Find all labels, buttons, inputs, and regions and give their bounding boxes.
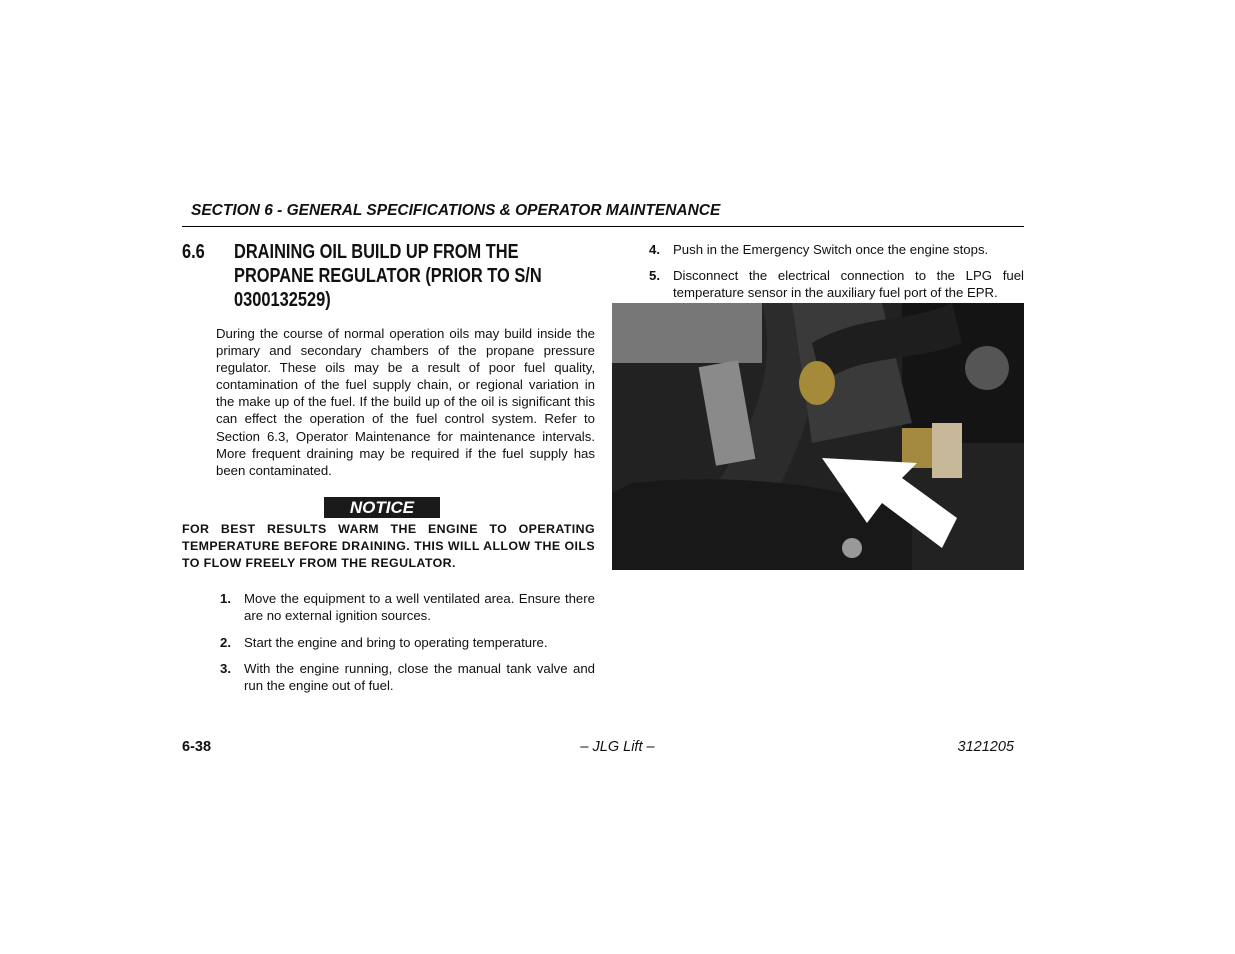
- section-header: SECTION 6 - GENERAL SPECIFICATIONS & OPERATOR MAINTENANCE: [191, 202, 721, 219]
- step-number: 4.: [649, 242, 660, 257]
- document-number: 3121205: [957, 739, 1014, 755]
- heading-number: 6.6: [182, 241, 205, 263]
- heading-line: 0300132529): [234, 289, 331, 311]
- step-text: Disconnect the electrical connection to the LPG fuel temperature sensor in the auxiliary fuel port of the EPR.: [673, 268, 1024, 301]
- step-text: Start the engine and bring to operating temperature.: [244, 635, 548, 650]
- intro-paragraph: During the course of normal operation oils may build inside the primary and secondary chambers of the propane pressure regulator. These oils may be a result of poor fuel quality, contamination of the fuel supply chain, or regional variation in the make up of the fuel. If the build up of the oil is significant this can effect the operation of the fuel control system. Refer to Section 6.3, Operator Maintenance for maintenance intervals. More frequent draining may be required if the fuel supply has been contaminated.: [216, 326, 595, 478]
- heading-line: DRAINING OIL BUILD UP FROM THE: [234, 241, 519, 263]
- step-4: [649, 241, 1024, 258]
- step-2: [220, 634, 595, 651]
- step-text: Push in the Emergency Switch once the engine stops.: [673, 242, 989, 257]
- heading-title: [234, 240, 542, 312]
- step-number: 5.: [649, 268, 660, 283]
- heading-line: PROPANE REGULATOR (PRIOR TO S/N: [234, 265, 542, 287]
- step-1: [220, 590, 595, 624]
- step-number: 2.: [220, 635, 231, 650]
- engine-photo: [612, 303, 1024, 570]
- page-number: 6-38: [182, 739, 212, 755]
- step-text: Move the equipment to a well ventilated area. Ensure there are no external ignition sources.: [244, 591, 595, 624]
- header-rule: [182, 226, 1024, 227]
- step-number: 3.: [220, 661, 231, 676]
- notice-text: FOR BEST RESULTS WARM THE ENGINE TO OPERATING TEMPERATURE BEFORE DRAINING. THIS WILL ALLOW THE OILS TO FLOW FREELY FROM THE REGULATOR.: [182, 522, 595, 571]
- footer-center: – JLG Lift –: [580, 739, 655, 755]
- step-text: With the engine running, close the manual tank valve and run the engine out of fuel.: [244, 661, 595, 694]
- step-5: [649, 267, 1024, 301]
- step-number: 1.: [220, 591, 231, 606]
- notice-badge: NOTICE: [324, 497, 440, 518]
- step-3: [220, 660, 595, 694]
